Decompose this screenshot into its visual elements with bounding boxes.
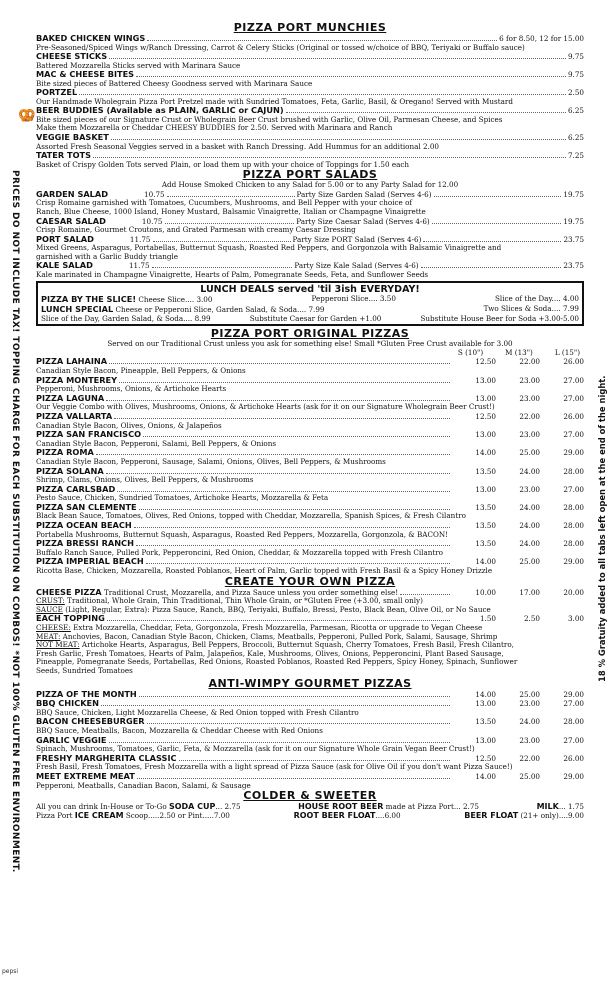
ice-cream-name: ICE CREAM — [74, 811, 124, 821]
pizza-name: BBQ CHICKEN — [36, 698, 99, 709]
cheese-pizza-desc: Traditional Crust, Mozzarella, and Pizza Sauce unless you order something else! — [103, 587, 399, 597]
pizza-name: PIZZA CARLSBAD — [36, 483, 116, 494]
price-medium: 23.00 — [519, 375, 540, 385]
price-small: 14.00 — [475, 771, 496, 781]
pizza-desc: Canadian Style Bacon, Pepperoni, Salami, Bell Peppers, & Onions — [36, 439, 277, 448]
price-small: 13.50 — [475, 521, 496, 531]
dot-leader — [153, 241, 291, 242]
menu-item-row — [36, 52, 584, 62]
originals-list — [36, 357, 584, 575]
pizza-desc: Pepperoni, Mushrooms, Onions, & Artichoke Hearts — [36, 385, 227, 394]
lunch-slice-of-day: Slice of the Day.... 4.00 — [494, 294, 579, 304]
price-medium: 22.00 — [519, 357, 540, 367]
lunch-two-slices: Two Slices & Soda.... 7.99 — [483, 304, 579, 313]
pepsi-logo: pepsi — [2, 968, 19, 975]
pizza-desc: Pepperoni, Meatballs, Canadian Bacon, Salami, & Sausage — [36, 781, 251, 790]
item-name: PORTZEL — [36, 87, 78, 98]
item-name: CHEESE STICKS — [36, 51, 108, 62]
item-desc: Pre-Seasoned/Spiced Wings w/Ranch Dressing, Carrot & Celery Sticks (Original or tossed w/choice of BBQ, Teriyaki or Buffalo sauce) — [36, 43, 525, 52]
salad-party-label: Party Size Kale Salad (Serves 4-6) — [294, 261, 419, 271]
salad-name: KALE SALAD — [36, 260, 93, 271]
pizza-row — [36, 521, 584, 531]
originals-title: PIZZA PORT ORIGINAL PIZZAS — [210, 327, 410, 341]
dot-leader — [147, 723, 450, 724]
drinks-row-1 — [36, 802, 584, 811]
pizza-row — [36, 772, 584, 782]
salad-desc: Crisp Romaine, Gourmet Croutons, and Grated Parmesan with creamy Caesar Dressing — [36, 226, 356, 235]
root-beer-name: HOUSE ROOT BEER — [298, 802, 384, 812]
price-large: 29.00 — [563, 689, 584, 699]
dot-leader — [119, 382, 450, 383]
notmeat-options-4: Seeds, Sundried Tomatoes — [36, 666, 133, 675]
pizza-name: PIZZA OCEAN BEACH — [36, 520, 132, 531]
pizza-desc: Fresh Basil, Fresh Tomatoes, Fresh Mozzarella with a light spread of Pizza Sauce (ask for Olive Oil if you don't want Pizza Sauce!) — [36, 763, 513, 772]
pizza-name: PIZZA BRESSI RANCH — [36, 538, 134, 549]
dot-leader — [152, 267, 293, 268]
pizza-row — [36, 412, 584, 422]
dot-leader — [93, 157, 566, 158]
pizza-name: PIZZA SAN CLEMENTE — [36, 501, 137, 512]
price-medium: 25.00 — [519, 448, 540, 458]
salad-row — [36, 261, 584, 271]
price-medium: 24.00 — [519, 717, 540, 727]
price-medium: 24.00 — [519, 539, 540, 549]
ice-cream-brand: Pizza Port — [36, 811, 73, 821]
salad-small-price: 11.75 — [128, 261, 150, 271]
salad-party-label: Party Size Garden Salad (Serves 4-6) — [296, 189, 432, 199]
price-large: 27.00 — [563, 430, 584, 440]
side-note-right: 18 % Gratuity added to all tabs left open at the end of the night. — [597, 375, 607, 682]
item-price: 6.25 — [567, 106, 584, 116]
pizza-row — [36, 485, 584, 495]
wimpy-list — [36, 690, 584, 791]
salad-small-price: 10.75 — [144, 189, 165, 199]
item-desc: Make them Mozzarella or Cheddar CHEESY BUDDIES for 2.50. Served with Marinara and Ranch — [36, 124, 393, 133]
item-price: 6 for 8.50, 12 for 15.00 — [499, 34, 584, 43]
topping-l: 3.00 — [567, 614, 584, 624]
pizza-name: MEET EXTREME MEAT — [36, 770, 135, 781]
price-small: 12.50 — [475, 411, 496, 421]
menu-item-row — [36, 70, 584, 80]
cheese-pizza-row — [36, 588, 584, 598]
dot-leader — [136, 76, 566, 77]
dot-leader — [165, 223, 295, 224]
beer-float-name: BEER FLOAT — [464, 811, 519, 821]
pizza-desc: Buffalo Ranch Sauce, Pulled Pork, Pepperoncini, Red Onion, Cheddar, & Mozzarella topped with Fresh Cilantro — [36, 548, 444, 557]
each-topping-row — [36, 614, 584, 624]
size-medium: M (13") — [505, 347, 533, 357]
dot-leader — [423, 241, 561, 242]
dot-leader — [167, 196, 295, 197]
pizza-name: BACON CHEESEBURGER — [36, 716, 145, 727]
milk-price: ... 1.75 — [558, 802, 584, 812]
pizza-row — [36, 754, 584, 764]
price-large: 28.00 — [563, 502, 584, 512]
salad-party-price: 23.75 — [563, 261, 584, 271]
salad-small-price: 10.75 — [141, 216, 163, 226]
colder-title: COLDER & SWEETER — [243, 789, 377, 803]
milk-name: MILK — [536, 802, 559, 812]
salad-row — [36, 190, 584, 200]
price-small: 12.50 — [475, 357, 496, 367]
price-medium: 24.00 — [519, 502, 540, 512]
price-small: 13.50 — [475, 466, 496, 476]
item-desc: Our Handmade Wholegrain Pizza Port Pretzel made with Sundried Tomatoes, Feta, Garlic, Basil, & Oregano! Served with Mustard — [36, 97, 513, 106]
pizza-row — [36, 557, 584, 567]
item-desc: Basket of Crispy Golden Tots served Plain, or load them up with your choice of Toppings for 1.50 each — [36, 160, 410, 169]
price-large: 26.00 — [563, 411, 584, 421]
notmeat-options: NOT MEAT: Artichoke Hearts, Asparagus, Bell Peppers, Broccoli, Butternut Squash, Cherry Tomatoes, Fresh Basil, Fresh Cilantro, — [36, 641, 514, 650]
dot-leader — [137, 778, 450, 779]
price-small: 13.00 — [475, 699, 496, 709]
price-small: 13.50 — [475, 539, 496, 549]
lunch-row-3 — [41, 315, 579, 324]
wimpy-title: ANTI-WIMPY GOURMET PIZZAS — [208, 676, 412, 690]
dot-leader — [134, 527, 450, 528]
price-small: 13.50 — [475, 502, 496, 512]
dot-leader — [432, 223, 562, 224]
root-beer-float-name: ROOT BEER FLOAT — [293, 811, 376, 821]
item-name: BAKED CHICKEN WINGS — [36, 33, 146, 43]
salad-desc: Mixed Greens, Asparagus, Portabellas, Butternut Squash, Roasted Red Peppers, and Gorgonzola with Balsamic Vinaigrette and — [36, 244, 502, 253]
salad-name: PORT SALAD — [36, 233, 94, 244]
dot-leader — [101, 705, 450, 706]
price-large: 26.00 — [563, 753, 584, 763]
dot-leader — [79, 94, 566, 95]
dot-leader — [96, 454, 450, 455]
lunch-special-desc: Cheese or Pepperoni Slice, Garden Salad, & Soda.... 7.99 — [115, 305, 325, 314]
item-price: 7.25 — [567, 151, 584, 161]
pizza-name: GARLIC VEGGIE — [36, 734, 107, 745]
price-large: 28.00 — [563, 717, 584, 727]
pizza-name: PIZZA OF THE MONTH — [36, 688, 137, 699]
item-name: VEGGIE BASKET — [36, 132, 109, 143]
cheese-pizza-m: 17.00 — [519, 587, 540, 597]
price-medium: 23.00 — [519, 735, 540, 745]
pizza-name: PIZZA VALLARTA — [36, 410, 113, 421]
pizza-row — [36, 448, 584, 458]
lunch-pepperoni-slice: Pepperoni Slice.... 3.50 — [311, 294, 396, 304]
pizza-row — [36, 539, 584, 549]
price-large: 28.00 — [563, 539, 584, 549]
salad-name: CAESAR SALAD — [36, 215, 106, 226]
dot-leader — [421, 267, 562, 268]
pizza-row — [36, 430, 584, 440]
price-large: 29.00 — [563, 557, 584, 567]
pizza-desc: Spinach, Mushrooms, Tomatoes, Garlic, Feta, & Mozzarella (ask for it on our Signature Whole Grain Vegan Beer Crust!) — [36, 745, 475, 754]
price-medium: 25.00 — [519, 771, 540, 781]
lunch-deals-box — [36, 281, 584, 326]
pizza-row — [36, 467, 584, 477]
dot-leader — [147, 40, 497, 41]
pizza-row — [36, 357, 584, 367]
price-large: 29.00 — [563, 771, 584, 781]
pizza-desc: Shrimp, Clams, Onions, Olives, Bell Peppers, & Mushrooms — [36, 476, 254, 485]
price-medium: 25.00 — [519, 557, 540, 567]
price-small: 13.50 — [475, 717, 496, 727]
pizza-desc: Canadian Style Bacon, Olives, Onions, & Jalapeños — [36, 421, 222, 430]
price-medium: 22.00 — [519, 411, 540, 421]
pizza-desc: BBQ Sauce, Chicken, Light Mozzarella Cheese, & Red Onion topped with Fresh Cilantro — [36, 708, 359, 717]
salad-row — [36, 235, 584, 245]
salads-subtitle: Add House Smoked Chicken to any Salad for 5.00 or to any Party Salad for 12.00 — [161, 180, 459, 190]
pizza-name: PIZZA ROMA — [36, 447, 94, 458]
item-price: 2.50 — [567, 88, 584, 98]
pizza-desc: Portabella Mushrooms, Butternut Squash, Asparagus, Roasted Red Peppers, Mozzarella, Gorgonzola, & BACON! — [36, 530, 449, 539]
price-large: 27.00 — [563, 375, 584, 385]
price-small: 13.00 — [475, 393, 496, 403]
menu-item-row — [36, 133, 584, 143]
salad-desc: garnished with a Garlic Buddy triangle — [36, 252, 179, 261]
notmeat-options-3: Pineapple, Pomegranate Seeds, Portabellas, Red Onions, Roasted Poblanos, Roasted Red Peppers, Spicy Honey, Spinach, Sunflower — [36, 658, 518, 667]
dot-leader — [106, 400, 450, 401]
price-large: 27.00 — [563, 735, 584, 745]
root-beer-float-price: ....6.00 — [375, 811, 401, 821]
munchies-title: PIZZA PORT MUNCHIES — [233, 21, 387, 34]
dot-leader — [136, 545, 450, 546]
side-note-left: PRICES DO NOT INCLUDE TAX! TOPPING CHARGE FOR EACH SUBSTITUTION ON COMBOS! *NOT 100% GLUTEN FREE ENVIRONMENT. — [10, 170, 20, 873]
lunch-title: LUNCH DEALS served 'til 3ish EVERYDAY! — [200, 284, 420, 296]
menu-item-row — [36, 34, 584, 44]
dot-leader — [286, 112, 566, 113]
cheese-options: CHEESE: Extra Mozzarella, Cheddar, Feta, Gorgonzola, Fresh Mozzarella, Parmesan, Ricotta or upgrade to Vegan Cheese — [36, 624, 483, 632]
pizza-row — [36, 699, 584, 709]
dot-leader — [434, 196, 562, 197]
cheese-pizza-l: 20.00 — [563, 587, 584, 597]
pizza-row — [36, 394, 584, 404]
dot-leader — [117, 491, 450, 492]
size-small: S (10") — [457, 347, 484, 357]
originals-subtitle: Served on our Traditional Crust unless you ask for something else! Small *Gluten Free Crust available for 3.00 — [107, 339, 513, 349]
item-price: 6.25 — [567, 133, 584, 143]
item-desc: Bite sized pieces of Battered Cheesy Goodness served with Marinara Sauce — [36, 79, 313, 88]
dot-leader — [179, 760, 450, 761]
item-price: 9.75 — [567, 70, 584, 80]
cheese-pizza-name: CHEESE PIZZA — [36, 586, 102, 597]
price-medium: 22.00 — [519, 753, 540, 763]
salad-desc: Ranch, Blue Cheese, 1000 Island, Honey Mustard, Balsamic Vinaigrette, Italian or Champagne Vinaigrette — [36, 207, 426, 216]
pizza-name: PIZZA LAGUNA — [36, 392, 105, 403]
pizza-name: PIZZA LAHAINA — [36, 356, 108, 367]
salad-desc: Kale marinated in Champagne Vinaigrette, Hearts of Palm, Pomegranate Seeds, Feta, and Sunflower Seeds — [36, 270, 429, 279]
cheese-pizza-s: 10.00 — [475, 587, 496, 597]
pizza-row — [36, 376, 584, 386]
salad-party-price: 19.75 — [563, 189, 584, 199]
pizza-desc: Pesto Sauce, Chicken, Sundried Tomatoes, Artichoke Hearts, Mozzarella & Feta — [36, 494, 329, 503]
price-medium: 24.00 — [519, 521, 540, 531]
price-medium: 25.00 — [519, 689, 540, 699]
salad-party-label: Party Size PORT Salad (Serves 4-6) — [292, 234, 422, 244]
price-large: 28.00 — [563, 521, 584, 531]
pizza-row — [36, 690, 584, 700]
dot-leader — [109, 363, 450, 364]
price-medium: 23.00 — [519, 430, 540, 440]
salad-row — [36, 217, 584, 227]
price-medium: 23.00 — [519, 484, 540, 494]
drinks-row-2 — [36, 811, 584, 820]
menu-item-row — [36, 88, 584, 98]
lunch-special-label: LUNCH SPECIAL — [41, 304, 114, 314]
pizza-desc: Ricotta Base, Chicken, Mozzarella, Roasted Poblanos, Heart of Palm, Garlic topped with Fresh Basil & a Spicy Honey Drizzle — [36, 567, 493, 576]
price-large: 29.00 — [563, 448, 584, 458]
price-large: 26.00 — [563, 357, 584, 367]
pizza-name: PIZZA MONTEREY — [36, 374, 118, 385]
dot-leader — [114, 418, 450, 419]
price-large: 27.00 — [563, 484, 584, 494]
dot-leader — [109, 742, 451, 743]
pizza-desc: Canadian Style Bacon, Pineapple, Bell Peppers, & Onions — [36, 366, 246, 375]
pizza-name: FRESHY MARGHERITA CLASSIC — [36, 752, 177, 763]
price-large: 28.00 — [563, 466, 584, 476]
pretzel-icon: 🥨 — [18, 108, 36, 124]
item-desc: Bite sized pieces of our Signature Crust or Wholegrain Beer Crust brushed with Garlic, Olive Oil, Parmesan Cheese, and Spices — [36, 115, 503, 124]
soda-cup-note: All you can drink In-House or To-Go — [36, 802, 167, 812]
price-small: 12.50 — [475, 753, 496, 763]
dot-leader — [139, 509, 450, 510]
soda-cup-price: ... 2.75 — [215, 802, 241, 812]
price-medium: 23.00 — [519, 393, 540, 403]
dot-leader — [109, 58, 566, 59]
salad-party-price: 23.75 — [563, 234, 585, 244]
lunch-caesar-sub: Substitute Caesar for Garden +1.00 — [249, 313, 382, 323]
pizza-desc: BBQ Sauce, Meatballs, Bacon, Mozzarella & Cheddar Cheese with Red Onions — [36, 726, 323, 735]
salads-list — [36, 190, 584, 280]
salad-party-price: 19.75 — [563, 216, 584, 226]
lunch-slice-label: PIZZA BY THE SLICE! — [41, 294, 137, 305]
price-medium: 23.00 — [519, 699, 540, 709]
price-small: 13.00 — [475, 735, 496, 745]
dot-leader — [146, 563, 450, 564]
beer-float-price: (21+ only)....9.00 — [520, 811, 584, 821]
size-headers — [36, 349, 584, 358]
topping-s: 1.50 — [479, 614, 496, 624]
pizza-name: PIZZA SOLANA — [36, 465, 104, 476]
root-beer-price: made at Pizza Port... 2.75 — [385, 802, 479, 812]
price-small: 13.00 — [475, 484, 496, 494]
dot-leader — [111, 139, 566, 140]
pizza-desc: Black Bean Sauce, Tomatoes, Olives, Red Onions, topped with Cheddar, Mozzarella, Spanish Spices, & Fresh Cilantro — [36, 512, 466, 521]
item-name: BEER BUDDIES (Available as PLAIN, GARLIC or CAJUN) — [36, 105, 284, 116]
pizza-row — [36, 717, 584, 727]
price-small: 13.00 — [475, 430, 496, 440]
price-large: 27.00 — [563, 699, 584, 709]
pizza-row — [36, 736, 584, 746]
salad-party-label: Party Size Caesar Salad (Serves 4-6) — [296, 216, 430, 226]
meat-options: MEAT: Anchovies, Bacon, Canadian Style Bacon, Chicken, Clams, Meatballs, Pepperoni, Pulled Pork, Salami, Sausage, Shrimp — [36, 632, 498, 641]
salads-title: PIZZA PORT SALADS — [242, 168, 378, 182]
notmeat-options-2: Fresh Garlic, Fresh Tomatoes, Hearts of Palm, Jalapeños, Kale, Mushrooms, Olives, Onions, Pepperoncini, Plant Based Sausage, — [36, 649, 504, 658]
sauce-options: SAUCE (Light, Regular, Extra): Pizza Sauce, Ranch, BBQ, Teriyaki, Buffalo, Bressi, Pesto, Black Bean, Olive Oil, or No Sauce — [36, 605, 491, 614]
item-desc: Assorted Fresh Seasonal Veggies served in a basket with Ranch Dressing. Add Hummus for an additional 2.00 — [36, 142, 439, 151]
price-small: 14.00 — [475, 448, 496, 458]
menu-page — [36, 22, 584, 996]
dot-leader — [143, 436, 450, 437]
price-small: 13.00 — [475, 375, 496, 385]
price-small: 14.00 — [475, 689, 496, 699]
crust-options: CRUST: Traditional, Whole Grain, Thin Traditional, Thin Whole Grain, or *Gluten Free (+3.00, small only) — [36, 597, 423, 606]
each-topping-name: EACH TOPPING — [36, 613, 105, 624]
lunch-beer-sub: Substitute House Beer for Soda +3.00-5.00 — [420, 313, 579, 323]
menu-item-row — [36, 151, 584, 161]
item-price: 9.75 — [567, 52, 584, 62]
lunch-combo: Slice of the Day, Garden Salad, & Soda.... 8.99 — [41, 313, 211, 323]
pizza-desc: Canadian Style Bacon, Pepperoni, Sausage, Salami, Onions, Olives, Bell Peppers, & Mushrooms — [36, 457, 386, 466]
pizza-desc: Our Veggie Combo with Olives, Mushrooms, Onions, & Artichoke Hearts (ask for it on our Signature Wholegrain Beer Crust!) — [36, 403, 495, 412]
salad-desc: Crisp Romaine garnished with Tomatoes, Cucumbers, Mushrooms, and Bell Pepper with your choice of — [36, 199, 413, 208]
pizza-name: PIZZA SAN FRANCISCO — [36, 429, 142, 440]
item-name: TATER TOTS — [36, 150, 92, 161]
price-large: 27.00 — [563, 393, 584, 403]
salad-name: GARDEN SALAD — [36, 188, 109, 199]
topping-m: 2.50 — [523, 614, 540, 624]
munchies-list — [36, 34, 584, 169]
price-medium: 24.00 — [519, 466, 540, 476]
dot-leader — [106, 473, 450, 474]
dot-leader — [139, 696, 450, 697]
item-desc: Battered Mozzarella Sticks served with Marinara Sauce — [36, 61, 241, 70]
pizza-row — [36, 503, 584, 513]
size-large: L (15") — [554, 347, 580, 357]
create-title: CREATE YOUR OWN PIZZA — [224, 574, 396, 588]
price-small: 14.00 — [475, 557, 496, 567]
pizza-name: PIZZA IMPERIAL BEACH — [36, 556, 144, 567]
menu-item-row — [36, 106, 584, 116]
ice-cream-price: Scoop.....2.50 or Pint.....7.00 — [125, 811, 230, 821]
item-name: MAC & CHEESE BITES — [36, 69, 135, 80]
soda-cup-name: SODA CUP — [168, 802, 216, 812]
salad-small-price: 11.75 — [129, 234, 151, 244]
lunch-cheese-slice: Cheese Slice.... 3.00 — [138, 295, 213, 305]
